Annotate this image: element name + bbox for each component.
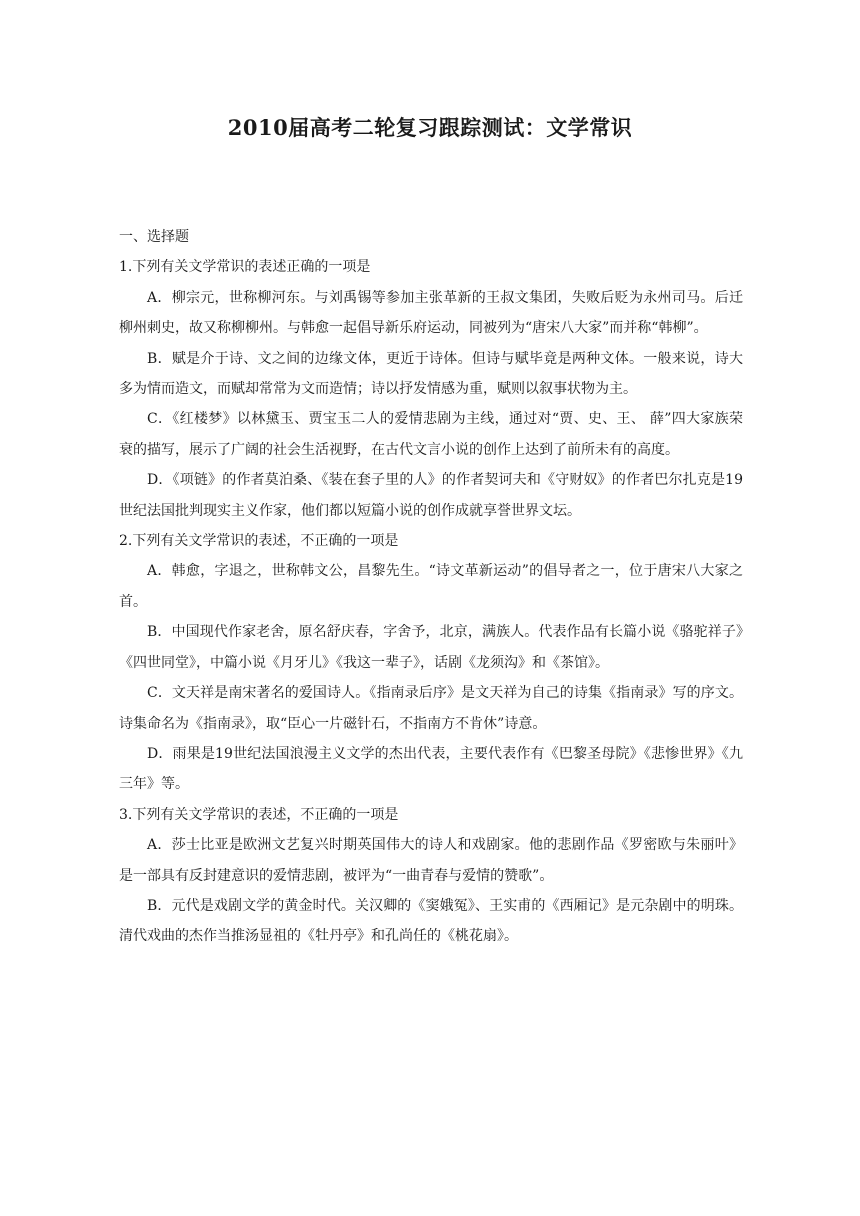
option-c: C．《红楼梦》以林黛玉、贾宝玉二人的爱情悲剧为主线，通过对“贾、史、王、 薛”四大家族荣衰的描写，展示了广阔的社会生活视野，在古代文言小说的创作上达到了前所未有的高度。	[119, 411, 743, 458]
option-b: B．元代是戏剧文学的黄金时代。关汉卿的《窦娥冤》、王实甫的《西厢记》是元杂剧中的明珠。清代戏曲的杰作当推汤显祖的《牡丹亭》和孔尚任的《桃花扇》。	[119, 897, 743, 945]
document-title: 2010届高考二轮复习跟踪测试：文学常识	[227, 115, 633, 140]
question-stem: 2.下列有关文学常识的表述，不正确的一项是	[119, 533, 399, 550]
section-heading: 一、选择题	[119, 229, 189, 245]
question-1	[119, 252, 743, 526]
question-stem: 1.下列有关文学常识的表述正确的一项是	[119, 259, 371, 276]
option-b: B．赋是介于诗、文之间的边缘文体，更近于诗体。但诗与赋毕竟是两种文体。一般来说，诗大多为情而造文，而赋却常常为文而造情；诗以抒发情感为重，赋则以叙事状物为主。	[119, 350, 743, 398]
option-a: A．韩愈，字退之，世称韩文公，昌黎先生。“诗文革新运动”的倡导者之一，位于唐宋八大家之首。	[119, 563, 743, 610]
question-2	[119, 526, 743, 800]
question-stem: 3.下列有关文学常识的表述，不正确的一项是	[119, 806, 399, 823]
option-d: D．《项链》的作者莫泊桑、《装在套子里的人》的作者契诃夫和《守财奴》的作者巴尔扎克是19世纪法国批判现实主义作家，他们都以短篇小说的创作成就享誉世界文坛。	[119, 472, 743, 519]
option-b: B．中国现代作家老舍，原名舒庆春，字舍予，北京，满族人。代表作品有长篇小说《骆驼祥子》《四世同堂》，中篇小说《月牙儿》《我这一辈子》，话剧《龙须沟》和《茶馆》。	[119, 624, 743, 671]
document-body	[119, 222, 743, 952]
option-a: A．柳宗元，世称柳河东。与刘禹锡等参加主张革新的王叔文集团，失败后贬为永州司马。后迁柳州刺史，故又称柳柳州。与韩愈一起倡导新乐府运动，同被列为“唐宋八大家”而并称“韩柳”。	[119, 289, 743, 337]
question-3	[119, 800, 743, 952]
option-c: C．文天祥是南宋著名的爱国诗人。《指南录后序》是文天祥为自己的诗集《指南录》写的序文。诗集命名为《指南录》，取“臣心一片磁针石，不指南方不肯休”诗意。	[119, 685, 743, 732]
option-a: A．莎士比亚是欧洲文艺复兴时期英国伟大的诗人和戏剧家。他的悲剧作品《罗密欧与朱丽叶》是一部具有反封建意识的爱情悲剧，被评为“一曲青春与爱情的赞歌”。	[119, 837, 743, 884]
option-d: D．雨果是19世纪法国浪漫主义文学的杰出代表，主要代表作有《巴黎圣母院》《悲惨世界》《九三年》等。	[119, 745, 743, 793]
